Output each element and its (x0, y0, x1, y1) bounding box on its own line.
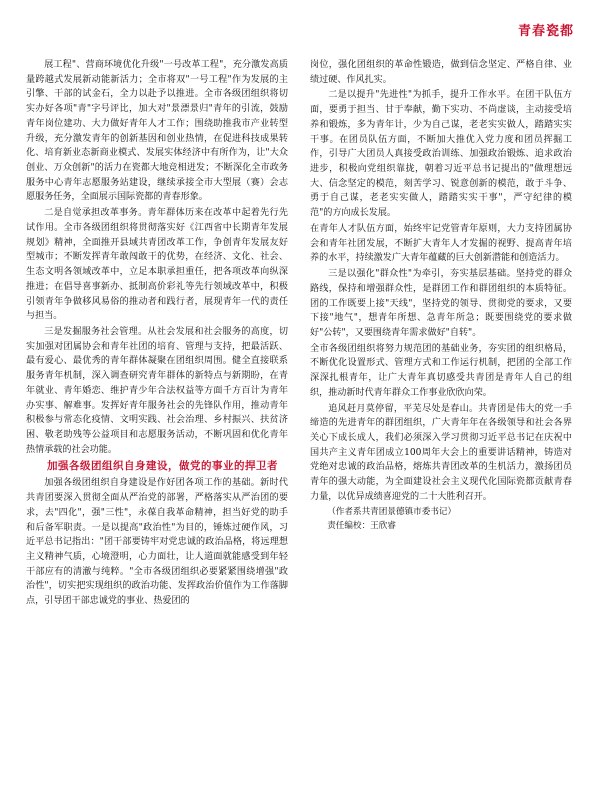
paragraph: 二是以提升"先进性"为抓手，提升工作水平。在团干队伍方面，要勇于担当、甘于奉献，勤下实功、不尚虚谈，主动接受培养和锻炼，多为青年计，少为自己谋，老老实实做人，踏踏实实干事。在团员队伍方面，不断加大推优入党力度和团员挥掘工作，引导广大团员人真接受政治训练、加强政治锻炼、追求政治进步，积极向党组织靠拢，朝着习近平总书记提出的"做理想远大、信念坚定的模范，刻苦学习、锐意创新的模范，敢于斗争、勇于自己谋，老老实实做人，踏踏实实干事"，严守纪律的模范"的方向成长发展。 (310, 90, 572, 219)
paragraph: 三是以强化"群众性"为牵引，夯实基层基础。坚持党的群众路线，保持和增强群众性，是群团工作和群团组织的本质特征。团的工作既要上接"天线"，坚持党的领导、贯彻党的要求，又要下接"地气"，想青年所想、急青年所急；既要围绕党的要求做好"公转"，又要围绕青年需求做好"自转"。 (310, 269, 572, 338)
paragraph: 加强各级团组织自身建设是作好团各项工作的基础。新时代共青团要深入贯彻全面从严治党的部署，严格落实从严治团的要求，去"四化"，强"三性"，永葆自我革命精神，担当好党的助手和后备军职责。一是以提高"政治性"为目的，锤炼过硬作风，习近平总书记指出："团干部要铸牢对党忠诚的政治品格，将远理想主义精神气质，心境澄明，心力面壮，让人道面就能感受到年轻干部应有的清澈与纯粹。"全市各级团组织必要紧紧围绕增强"政治性"，切实把实现组织的政治功能、发挥政治价值作为工作落脚点，引导团干部忠诚党的事业、热爱团的 (26, 478, 288, 607)
paragraph: 在青年人才队伍方面，始终牢记党管青年原则，大力支持团属协会和青年社团发展，不断扩大青年人才发掘的视野、提高青年培养的水平，持续激发广大青年蕴藏的巨大创新潜能和创造活力。 (310, 223, 572, 264)
article-byline: （作者系共青团景德镇市委书记） (327, 506, 457, 517)
paragraph: 三是发掘服务社会管理。从社会发展和社会服务的高度，切实加强对团属协会和青年社团的培育、管理与支持，把最活跃、最有爱心、最优秀的青年群体凝聚在团组织周围。健全直接联系服务青年机制，深入调查研究青年群体的新特点与新期盼，在青年就业、青年婚恋、维护青少年合法权益等方面千方百计为青年办实事、解难事。发挥好青年服务社会的先锋队作用，推动青年积极参与常态化疫情、文明实践、社会治理、乡村振兴、扶贫济困、敬老助残等公益项目和志愿服务活动，不断巩固和优化青年热情承载的社会功能。 (26, 326, 288, 455)
masthead-title: 青春瓷都 (517, 24, 574, 39)
left-column (26, 58, 288, 797)
paragraph: 二是自觉承担改革事务。青年群体历来在改革中起着先行先试作用。全市各级团组织将贯彻落实好《江西省中长期青年发展规划》精神，全面推开县域共青团改革工作，争创青年发展友好型城市；不断发挥青年敢闯敢干的优势，在经济、文化、社会、生态文明各领域改革中，立足本职承担重任，把各项改革向纵深推进；在倡导喜事新办、抵制高价彩礼等先行领域改革中，积极引领青年争做移风易俗的推动者和践行者，展现青年一代的责任与担当。 (26, 208, 288, 322)
section-heading: 加强各级团组织自身建设，做党的事业的捍卫者 (47, 460, 278, 473)
paragraph: 追风赶月莫停留，平芜尽处是春山。共青团是伟大的党一手缔造的先进青年的群团组织，广大青年年在各级领导和社会各界关心下成长成人，我们必须深入学习贯彻习近平总书记在庆祝中国共产主义青年团成立100周年大会上的重要讲话精神，铸造对党绝对忠诚的政治品格，熔炼共青团改革的生机活力，激扬团员青年的强大动能，为全面建设社会主义现代化国际瓷都贡献青春力量，以优异成绩喜迎党的二十大胜利召开。 (310, 403, 572, 502)
right-column (310, 58, 572, 797)
article-columns (26, 58, 574, 797)
paragraph: 展工程"、营商环境优化升级"一号改革工程"，充分激发高质量跨越式发展新动能新活力；全市将双"一号工程"作为发展的主引擎、干部的试金石，全力以赴予以推进。全市各级团组织将切实办好各项"青"字号评比，加大对"景漂景归"青年的引流，鼓励青年岗位建功、大力做好青年人才工作；围绕助推我市产业转型升级，充分激发青年的创新基因和创业热情，在促进科技成果转化、培育新业态新商业模式、发展实体经济中有所作为，让"大众创业、万众创新"的活力在瓷都大地竞相迸发；不断深化全市政务服务中心青年志愿服务站建设，继续承接全市大型展（赛）会志愿服务任务，全面展示国际瓷都的青春形象。 (26, 60, 288, 203)
paragraph: 全市各级团组织将努力规范团的基础业务，夯实团的组织格局，不断优化设置形式、管理方式和工作运行机制，把团的全部工作深深扎根青年，让广大青年真切感受共青团是青年人自己的组织，推动新时代青年群众工作事业欣欣向荣。 (310, 343, 572, 398)
paragraph: 岗位，强化团组织的革命性锻造，做到信念坚定、严格自律、业绩过硬、作风扎实。 (310, 60, 572, 85)
editor-credit: 责任编校：王欣睿 (327, 521, 396, 532)
